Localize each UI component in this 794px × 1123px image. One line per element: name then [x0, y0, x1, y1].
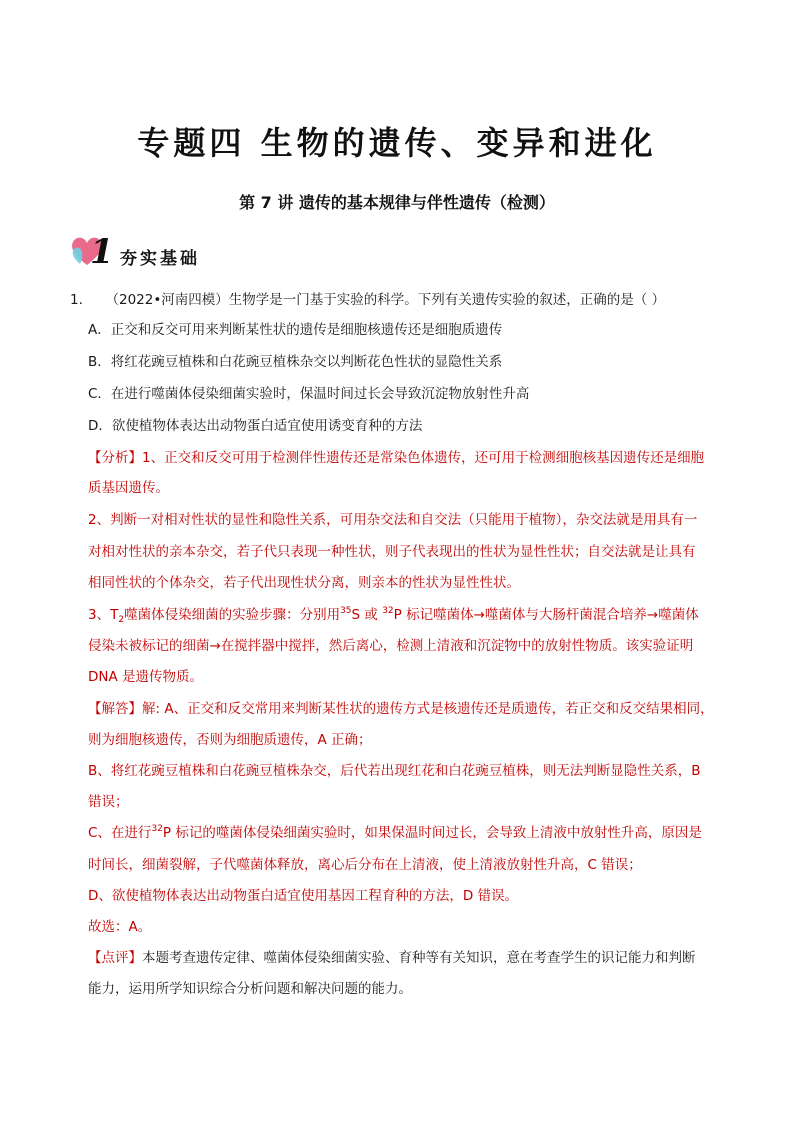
question-text: （2022•河南四模）生物学是一门基于实验的科学。下列有关遗传实验的叙述，正确的是（ ）	[105, 292, 666, 308]
analysis-p2-cont2: 相同性状的个体杂交，若子代出现性状分离，则亲本的性状为显性性状。	[88, 575, 520, 591]
option-a: A．正交和反交可用来判断某性状的遗传是细胞核遗传还是细胞质遗传	[88, 322, 503, 338]
answer-a-cont: 则为细胞核遗传，否则为细胞质遗传，A 正确；	[88, 732, 372, 748]
answer-c: C、在进行$^{32}$P 标记的噬菌体侵染细菌实验时，如果保温时间过长，会导致上清液中放射性升高，原因是	[88, 824, 702, 841]
answer-d: D、欲使植物体表达出动物蛋白适宜使用基因工程育种的方法，D 错误。	[88, 888, 519, 904]
analysis-p2-cont: 对相对性状的亲本杂交，若子代只表现一种性状，则子代表现出的性状为显性性状；自交法就是让具有	[88, 544, 696, 560]
answer-a: 【解答】解: A、正交和反交常用来判断某性状的遗传方式是核遗传还是质遗传，若正交和反交结果相同，	[88, 701, 714, 717]
analysis-tag: 【分析】	[88, 450, 142, 466]
answer-tag: 【解答】	[88, 701, 142, 717]
page-title: 专题四 生物的遗传、变异和进化	[137, 124, 657, 162]
analysis-p3-cont: 侵染未被标记的细菌→在搅拌器中搅拌，然后离心，检测上清液和沉淀物中的放射性物质。该实验证明	[88, 638, 694, 654]
answer-b: B、将红花豌豆植株和白花豌豆植株杂交，后代若出现红花和白花豌豆植株，则无法判断显隐性关系，B	[88, 763, 701, 779]
analysis-p3-cont2: DNA 是遗传物质。	[88, 669, 204, 685]
option-d: D．欲使植物体表达出动物蛋白适宜使用诱变育种的方法	[88, 418, 423, 434]
analysis-p1-cont: 质基因遗传。	[88, 480, 169, 496]
option-b: B．将红花豌豆植株和白花豌豆植株杂交以判断花色性状的显隐性关系	[88, 354, 503, 370]
question-stem	[70, 290, 665, 310]
comment-tag: 【点评】	[88, 950, 142, 966]
answer-conclusion: 故选：A。	[88, 919, 152, 935]
page-subtitle: 第 7 讲 遗传的基本规律与伴性遗传（检测）	[239, 193, 555, 212]
analysis-p2: 2、判断一对相对性状的显性和隐性关系，可用杂交法和自交法（只能用于植物），杂交法就是用具有一	[88, 512, 698, 528]
option-c: C．在进行噬菌体侵染细菌实验时，保温时间过长会导致沉淀物放射性升高	[88, 386, 530, 402]
comment: 【点评】本题考查遗传定律、噬菌体侵染细菌实验、育种等有关知识，意在考查学生的识记能力和判断	[88, 950, 696, 966]
section-badge	[70, 232, 270, 276]
answer-b-cont: 错误；	[88, 794, 129, 810]
section-label: 夯实基础	[120, 249, 200, 269]
question-number: 1.	[70, 292, 83, 308]
comment-cont: 能力，运用所学知识综合分析问题和解决问题的能力。	[88, 981, 412, 997]
analysis-p3: 3、$T_2$噬菌体侵染细菌的实验步骤：分别用$^{35}$S 或 $^{32}$P 标记噬菌体→噬菌体与大肠杆菌混合培养→噬菌体	[88, 606, 699, 625]
answer-c-cont: 时间长，细菌裂解，子代噬菌体释放，离心后分布在上清液，使上清液放射性升高，C 错误；	[88, 857, 642, 873]
section-number: 1	[90, 232, 114, 272]
analysis-p1: 【分析】1、正交和反交可用于检测伴性遗传还是常染色体遗传，还可用于检测细胞核基因遗传还是细胞	[88, 450, 705, 466]
